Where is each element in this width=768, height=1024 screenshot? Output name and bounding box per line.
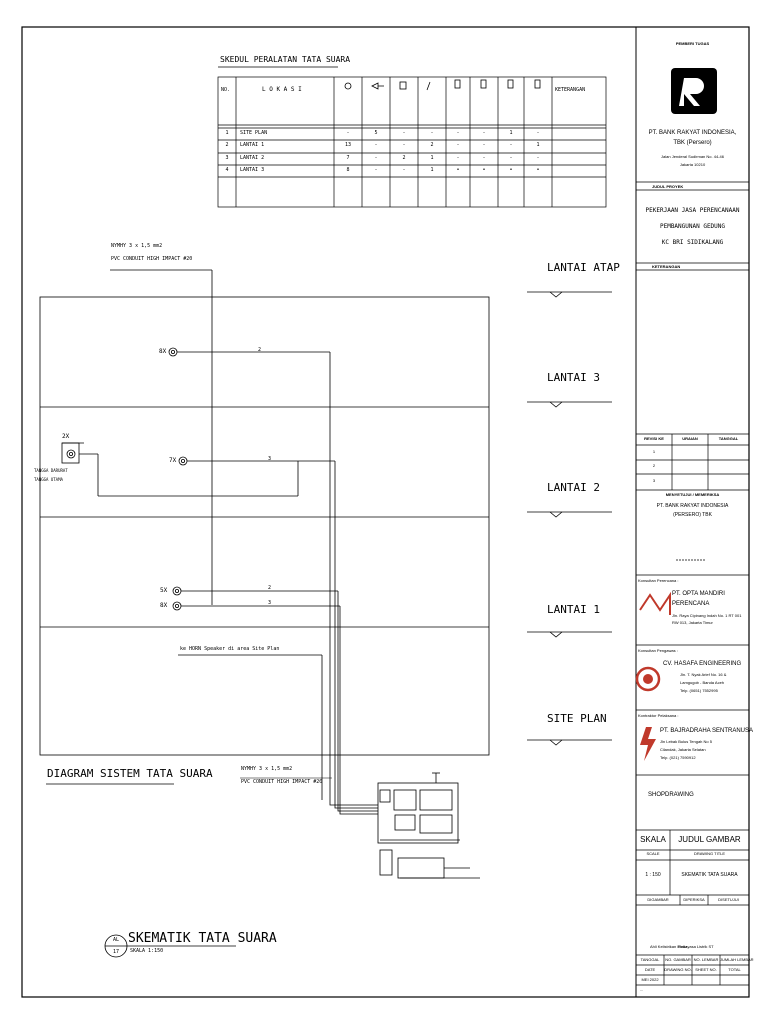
- schedule-cell: -: [374, 142, 378, 148]
- bri-logo-icon: [671, 68, 717, 114]
- schedule-cell: 13: [344, 142, 352, 148]
- schedule-header-no: NO.: [221, 87, 231, 93]
- schedule-cell: -: [402, 167, 406, 173]
- schedule-cell: -: [374, 155, 378, 161]
- pengawas-addr-1: Jln. T. Nyak Arief No. 16 &: [680, 672, 727, 677]
- perencana-name-1: PT. OPTA MANDIRI: [672, 591, 725, 597]
- schedule-row-lokasi: LANTAI 3: [240, 167, 265, 173]
- schedule-cell: -: [430, 130, 434, 136]
- skematik-title: SKEMATIK TATA SUARA: [128, 931, 277, 946]
- cable-note-1: NYMHY 3 x 1,5 mm2: [111, 243, 163, 249]
- kontraktor-addr-3: Telp. (021) 7590912: [660, 755, 696, 760]
- schedule-title: SKEDUL PERALATAN TATA SUARA: [220, 55, 351, 64]
- schedule-row-no: 3: [225, 155, 229, 161]
- schedule-cell: •: [509, 167, 513, 173]
- bajradraha-logo-icon: [640, 727, 656, 761]
- schedule-cell: 1: [430, 167, 434, 173]
- perencana-addr-2: RW 013, Jakarta Timur: [672, 620, 713, 625]
- lower-cable-note-1: NYMHY 3 x 1,5 mm2: [241, 766, 293, 772]
- konsultan-perencana-label: Konsultan Perencana :: [638, 578, 679, 583]
- schedule-cell: -: [482, 155, 486, 161]
- digambar-label: DIGAMBAR: [647, 897, 669, 902]
- speaker-count-lantai-2: 7X: [169, 457, 177, 464]
- schedule-cell: -: [402, 130, 406, 136]
- schedule-cell: 1: [536, 142, 540, 148]
- client-company: PT. BANK RAKYAT INDONESIA,: [648, 130, 737, 136]
- hasafa-logo-icon: [637, 668, 659, 690]
- schedule-cell: -: [536, 155, 540, 161]
- wire-count-lantai-1b: 3: [268, 600, 272, 606]
- speaker-count-lantai-1b: 8X: [160, 602, 168, 609]
- schedule-row-no: 4: [225, 167, 229, 173]
- pengawas-name: CV. HASAFA ENGINEERING: [663, 661, 742, 667]
- schedule-cell: 5: [374, 130, 378, 136]
- bottom-row-5: ...: [640, 987, 644, 992]
- drawing-title-sublabel: DRAWING TITLE: [693, 851, 726, 856]
- drawing-title-value: SKEMATIK TATA SUARA: [681, 872, 738, 878]
- schedule-cell: -: [456, 155, 460, 161]
- judul-gambar-label: JUDUL GAMBAR: [678, 835, 741, 844]
- wire-count-lantai-2: 3: [268, 456, 272, 462]
- schedule-cell: -: [482, 142, 486, 148]
- revisi-header-1: REVISI KE: [644, 436, 664, 441]
- stair-label-2: TANGGA UTAMA: [34, 477, 63, 482]
- schedule-cell: •: [482, 167, 486, 173]
- stair-speaker-count: 2X: [62, 433, 70, 440]
- speaker-count-lantai-1a: 5X: [160, 587, 168, 594]
- bottom-grid-cell: TOTAL: [728, 967, 741, 972]
- kontraktor-name: PT. BAJRADRAHA SENTRANUSA: [660, 728, 754, 734]
- schedule-row-lokasi: LANTAI 1: [240, 142, 265, 148]
- bottom-grid-cell: DRAWING NO.: [664, 967, 692, 972]
- client-address-1: Jalan Jenderal Sudirman No. 44-46: [661, 154, 724, 159]
- section-ref-top: AL: [112, 937, 120, 943]
- konsultan-pengawas-label: Konsultan Pengawas :: [638, 648, 678, 653]
- schedule-header-keterangan: KETERANGAN: [555, 87, 586, 93]
- schedule-cell: -: [374, 167, 378, 173]
- skematik-scale: SKALA 1:150: [130, 948, 164, 954]
- schedule-cell: -: [509, 155, 513, 161]
- bottom-grid-cell: NO. GAMBAR: [665, 957, 691, 962]
- speaker-count-lantai-3: 8X: [159, 348, 167, 355]
- floor-lantai-2: LANTAI 2: [547, 481, 600, 494]
- project-line-3: KC BRI SIDIKALANG: [661, 239, 724, 246]
- perencana-addr-1: Jln. Raya Cipinang Indah No. 1 RT 001: [672, 613, 742, 618]
- opta-mandiri-logo-icon: [640, 595, 670, 615]
- schedule-cell: 7: [346, 155, 350, 161]
- schedule-cell: •: [536, 167, 540, 173]
- pemberi-tugas-label: PEMBERI TUGAS: [675, 41, 710, 46]
- revisi-header-3: TANGGAL: [718, 436, 739, 441]
- schedule-cell: -: [346, 130, 350, 136]
- bottom-row-1-a: Ahli Kelistrikan Muda: [650, 944, 688, 949]
- pengawas-addr-3: Telp. (0651) 7552995: [680, 688, 718, 693]
- schedule-row-no: 2: [225, 142, 229, 148]
- skala-label: SKALA: [640, 835, 666, 844]
- scale-sublabel: SCALE: [646, 851, 660, 856]
- bottom-grid-cell: SHEET NO.: [695, 967, 717, 972]
- shopdrawing-label: SHOPDRAWING: [648, 792, 694, 798]
- diagram-title: DIAGRAM SISTEM TATA SUARA: [47, 767, 213, 780]
- floor-lantai-atap: LANTAI ATAP: [547, 261, 620, 274]
- client-company-2: TBK (Persero): [673, 140, 712, 146]
- floor-lantai-1: LANTAI 1: [547, 603, 600, 616]
- pengawas-addr-2: Lamgugob - Banda Aceh: [680, 680, 725, 685]
- schedule-row-lokasi: LANTAI 2: [240, 155, 265, 161]
- kontraktor-label: Kontraktor Pelaksana :: [638, 713, 679, 718]
- wire-count-lantai-1a: 2: [268, 585, 272, 591]
- bottom-grid-cell: NO. LEMBAR: [693, 957, 719, 962]
- bottom-grid-cell: MEI 2022: [641, 977, 659, 982]
- schedule-cell: 1: [430, 155, 434, 161]
- lower-cable-note-2: PVC CONDUIT HIGH IMPACT #20: [241, 779, 323, 785]
- floor-lantai-3: LANTAI 3: [547, 371, 600, 384]
- cable-note-2: PVC CONDUIT HIGH IMPACT #20: [111, 256, 193, 262]
- schedule-cell: -: [536, 130, 540, 136]
- project-line-2: PEMBANGUNAN GEDUNG: [659, 223, 726, 230]
- section-ref-bottom: 17: [112, 949, 120, 955]
- scale-value: 1 : 150: [645, 872, 661, 878]
- schedule-cell: -: [402, 142, 406, 148]
- schedule-cell: -: [509, 142, 513, 148]
- schedule-row-no: 1: [225, 130, 229, 136]
- schedule-cell: -: [482, 130, 486, 136]
- horn-note: ke HORN Speaker di area Site Plan: [180, 646, 280, 652]
- kontraktor-addr-1: Jln Lebak Bulus Tengah No 5: [660, 739, 712, 744]
- bottom-grid-cell: DATE: [644, 967, 656, 972]
- revisi-header-2: URAIAN: [682, 436, 698, 441]
- schedule-cell: 2: [430, 142, 434, 148]
- schedule-row-lokasi: SITE PLAN: [240, 130, 268, 136]
- revisi-row-3: 3: [652, 478, 656, 483]
- schedule-cell: -: [456, 142, 460, 148]
- schedule-cell: 2: [402, 155, 406, 161]
- kontraktor-addr-2: Cilandak, Jakarta Selatan: [660, 747, 706, 752]
- bottom-grid-cell: JUMLAH LEMBAR: [720, 957, 754, 962]
- approver-2: (PERSERO) TBK: [673, 512, 712, 518]
- floor-site-plan: SITE PLAN: [547, 712, 607, 725]
- revisi-row-1: 1: [652, 449, 656, 454]
- wire-count-lantai-3: 2: [258, 347, 262, 353]
- schedule-cell: -: [456, 130, 460, 136]
- keterangan-label: KETERANGAN: [652, 264, 681, 269]
- bottom-row-1-b: Rekayasa Listrik ST: [678, 944, 714, 949]
- menyetujui-label: MENYETUJUI / MEMERIKSA: [665, 492, 720, 497]
- diperiksa-label: DIPERIKSA: [683, 897, 705, 902]
- stair-label-1: TANGGA DARURAT: [34, 468, 68, 473]
- schedule-cell: 8: [346, 167, 350, 173]
- project-line-1: PEKERJAAN JASA PERENCANAAN: [645, 207, 740, 214]
- approver-1: PT. BANK RAKYAT INDONESIA: [656, 503, 729, 509]
- disetujui-label: DISETUJUI: [718, 897, 739, 902]
- schedule-header-lokasi: L O K A S I: [262, 86, 302, 93]
- revisi-row-2: 2: [652, 463, 656, 468]
- client-address-2: Jakarta 10210: [679, 162, 706, 167]
- judul-proyek-label: JUDUL PROYEK: [652, 184, 684, 189]
- bottom-grid-cell: TANGGAL: [640, 957, 660, 962]
- perencana-name-2: PERENCANA: [672, 601, 710, 607]
- schedule-cell: •: [456, 167, 460, 173]
- schedule-cell: 1: [509, 130, 513, 136]
